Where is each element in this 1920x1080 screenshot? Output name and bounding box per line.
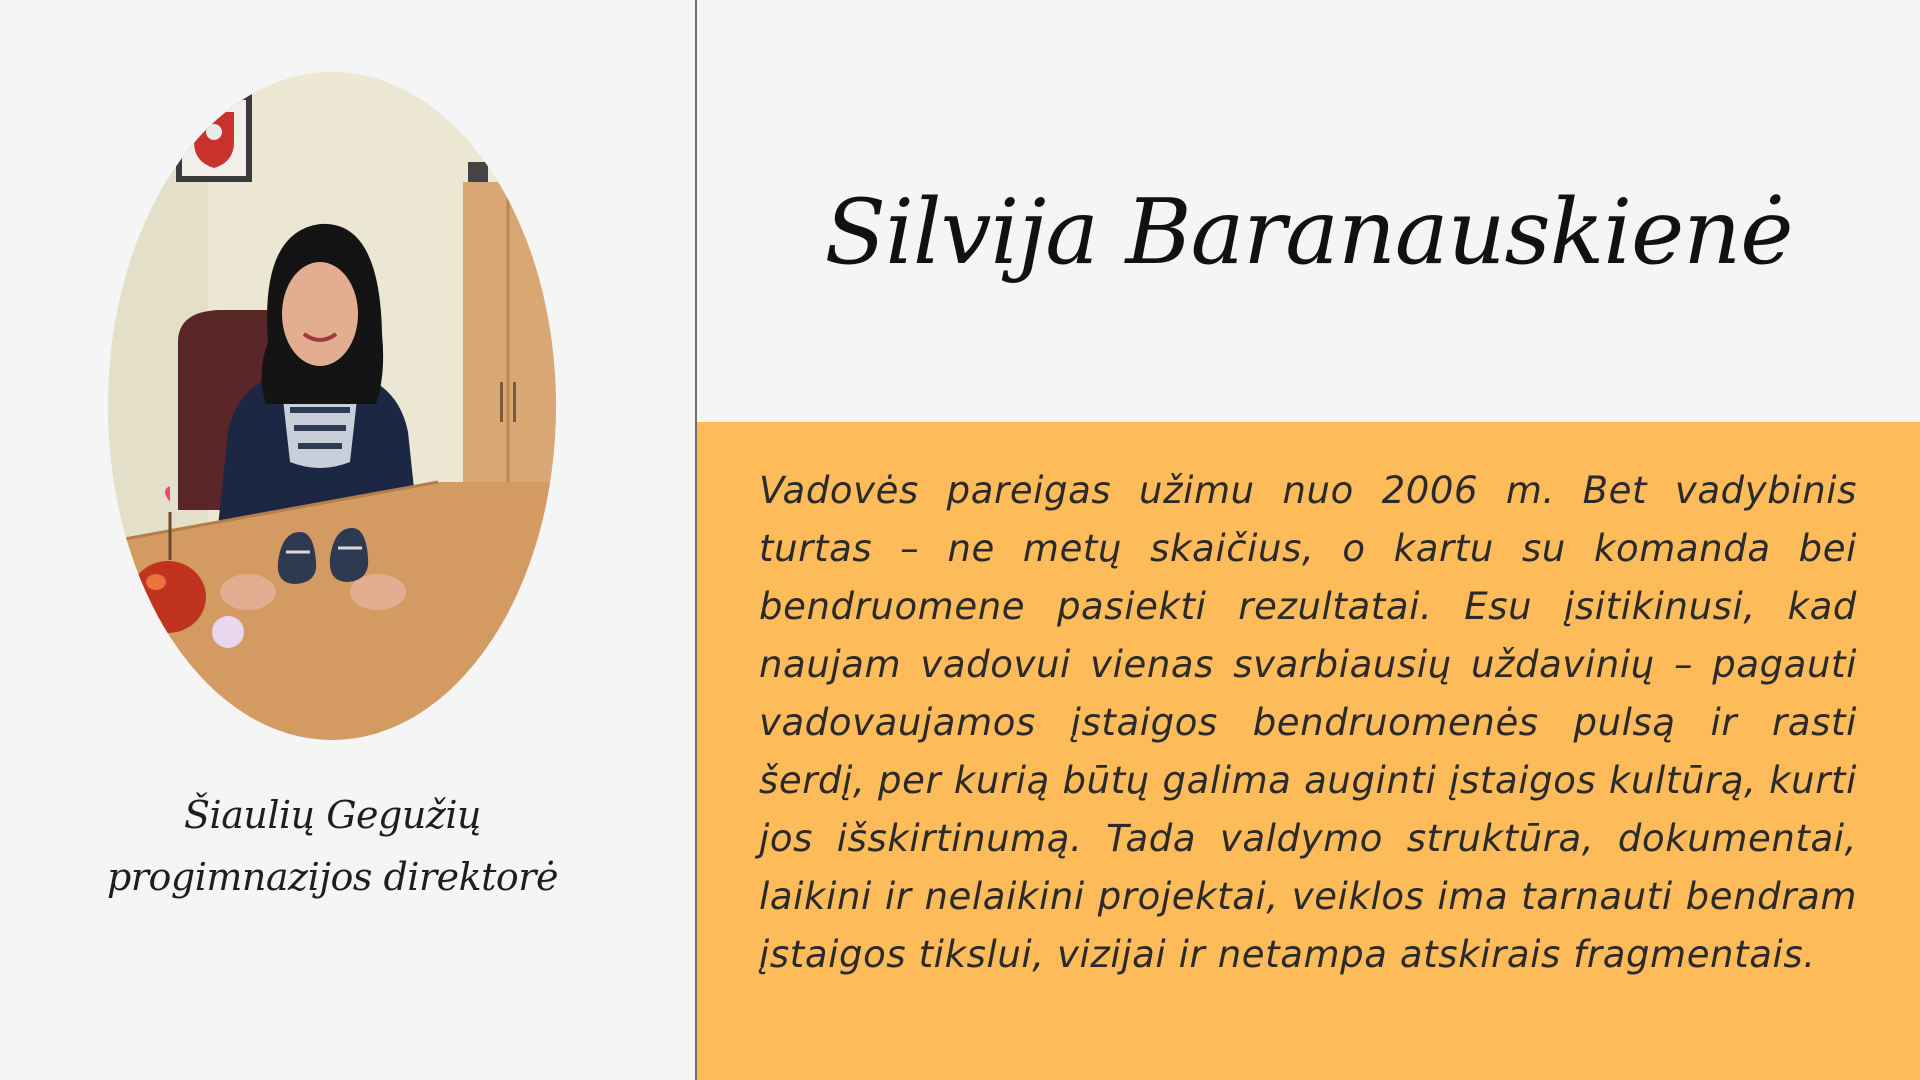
portrait-photo — [108, 72, 556, 740]
bio-paragraph: Vadovės pareigas užimu nuo 2006 m. Bet vadybinis turtas – ne metų skaičius, o kartu su komanda bei bendruomene pasiekti rezultatai. Esu įsitikinusi, kad naujam vadovui vienas svarbiausių uždavinių – pagauti vadovaujamos įstaigos bendruomenės pulsą ir rasti šerdį, per kurią būtų galima auginti įstaigos kultūrą, kurti jos išskirtinumą. Tada valdymo struktūra, dokumentai, laikini ir nelaikini projektai, veiklos ima tarnauti bendram įstaigos tikslui, vizijai ir netampa atskirais fragmentais. — [759, 469, 1857, 976]
position-caption — [60, 784, 605, 908]
person-name-title: Silvija Baranauskienė — [824, 180, 1793, 285]
left-panel — [0, 0, 695, 1080]
bio-panel — [697, 422, 1920, 1080]
framed-emblem — [176, 94, 252, 182]
portrait-illustration — [108, 72, 556, 740]
caption-line-school: Šiaulių Gegužių — [184, 793, 481, 837]
caption-line-role: progimnazijos direktorė — [107, 855, 558, 899]
